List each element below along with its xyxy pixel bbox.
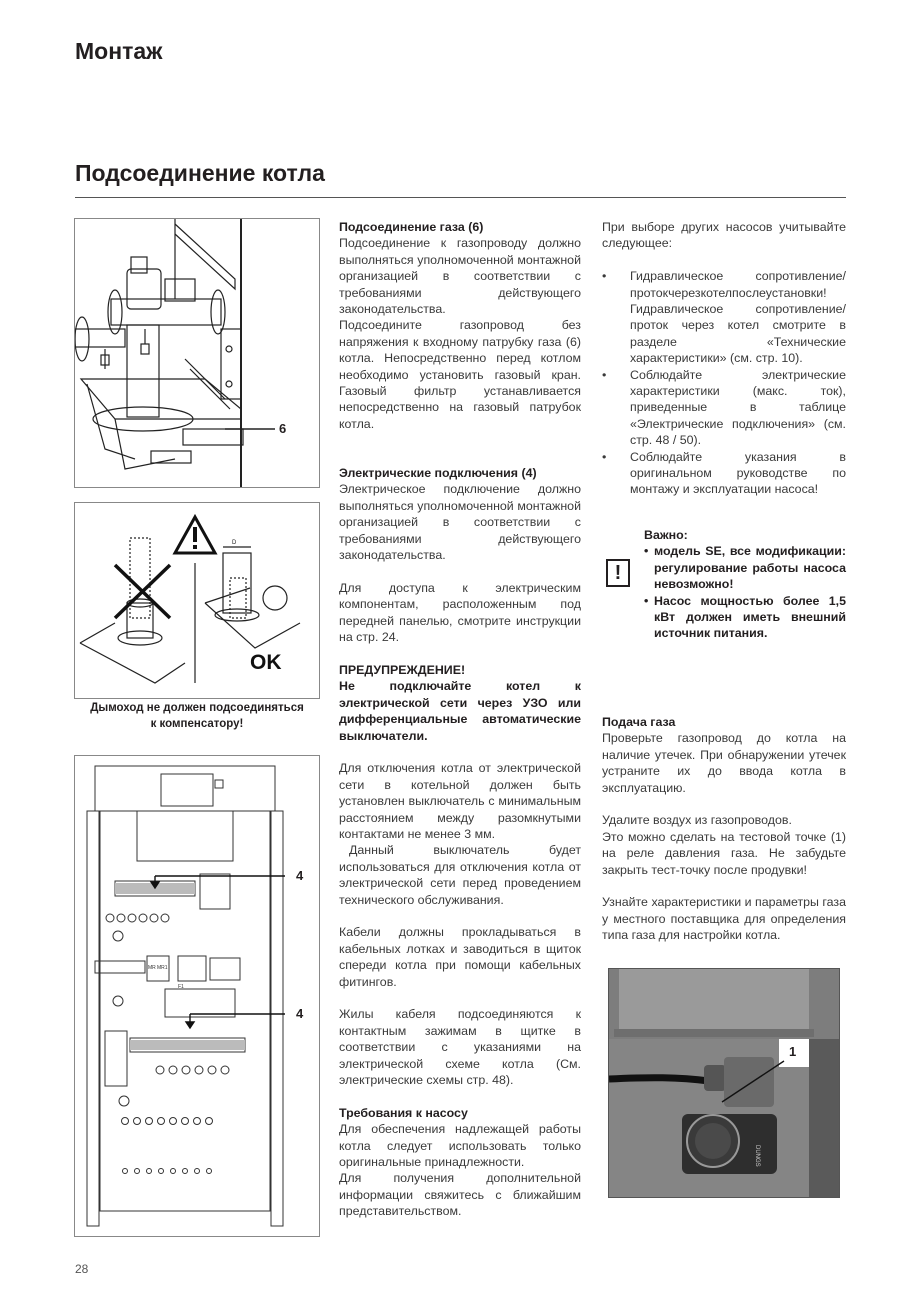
- svg-text:D: D: [232, 540, 237, 546]
- figure-chimney: [74, 502, 320, 699]
- list-item: • Соблюдайте электрические характеристики (макс. ток), приведенные в таблице «Электрические подключения» (см. стр. 48 / 50).: [602, 367, 846, 449]
- heading-pump-requirements: Требования к насосу: [339, 1105, 468, 1120]
- gas-pipe-drawing-icon: [75, 219, 320, 488]
- warning-text: Не подключайте котел к электрической сети через УЗО или дифференциальные автоматические выключатели.: [339, 679, 581, 743]
- heading-warning: ПРЕДУПРЕЖДЕНИЕ!: [339, 662, 466, 677]
- heading-gas-supply: Подача газа: [602, 715, 676, 729]
- figure-control-panel: [74, 755, 320, 1237]
- svg-text:MR: MR: [148, 965, 156, 971]
- callout-1: 1: [789, 1044, 797, 1059]
- ok-label: OK: [250, 651, 282, 674]
- section-divider: [75, 197, 846, 198]
- page-number: 28: [75, 1262, 89, 1276]
- important-title: Важно:: [644, 528, 688, 542]
- exclamation-box-icon: !: [606, 559, 630, 587]
- list-item: • модель SE, все модификации: регулирование работы насоса невозможно!: [644, 543, 846, 592]
- svg-text:F1: F1: [178, 984, 184, 990]
- callout-6: 6: [279, 421, 287, 436]
- gas-supply-section: Подача газа Проверьте газопровод до котла на наличие утечек. При обнаружении утечек устраните их до ввода котла в эксплуатацию. Удалите воздух из газопроводов. Это можно сделать на тестовой точке (1) на реле давления газа. Не забудьте закрыть тест-точку после продувки! Узнайте характеристики и параметры газа у местного поставщика для определения типа газа для настройки котла.: [602, 715, 846, 943]
- figure-caption: Дымоход не должен подсоединяться к компенсатору!: [90, 702, 304, 730]
- callout-4-top: 4: [296, 868, 304, 883]
- brand-label: DUNGS: [754, 1145, 760, 1167]
- column-right: При выборе других насосов учитывайте следующее: • Гидравлическое сопротивление/ протокчерезкотелпослеустановки! Гидравлическое сопротивление/ проток через котел смотрите в разделе «Технические характеристики» (см. стр. 10). • Соблюдайте электрические характеристики (макс. ток), приведенные в таблице «Электрические подключения» (см. стр. 48 / 50). • Соблюдайте указания в оригинальном руководстве по монтажу и эксплуатации насоса!: [602, 219, 846, 498]
- column-middle: Подсоединение газа (6) Подсоединение к газопроводу должно выполняться уполномоченной монтажной организацией в соответствии с требованиями действующего законодательства. Подсоедините газопровод без напряжения к входному патрубку газа (6) котла. Непосредственно перед котлом необходимо установить газовый кран. Газовый фильтр устанавливается непосредственно на газовый патрубок котла. Электрические подключения (4) Электрическое подключение должно выполняться уполномоченной монтажной организацией в соответствии с требованиями действующего законодательства. Для доступа к электрическим компонентам, расположенным под передней панелью, смотрите инструкции на стр. 24. ПРЕДУПРЕЖДЕНИЕ! Не подключайте котел к электрической сети через УЗО или дифференциальные автоматические выключатели. Для отключения котла от электрической сети в котельной должен быть установлен выключатель с минимальным расстоянием между разомкнутыми контактами не менее 3 мм. Данный выключатель будет использоваться для отключения котла от электрической сети перед проведением технического обслуживания. Кабели должны прокладываться в кабельных лотках и заводиться в щиток спереди котла при помощи кабельных фитингов. Жилы кабеля подсоединяются к контактным зажимам в щитке в соответствии с указаниями на электрической схеме котла (См. электрические схемы стр. 48). Требования к насосу Для обеспечения надлежащей работы котла следует использовать только оригинальные принадлежности. Для получения дополнительной информации свяжитесь с ближайшим представительством.: [339, 220, 581, 1219]
- heading-electrical: Электрические подключения (4): [339, 466, 537, 481]
- list-item: • Насос мощностью более 1,5 кВт должен иметь внешний источник питания.: [644, 593, 846, 642]
- section-title: Подсоединение котла: [75, 160, 325, 186]
- warning-triangle-icon: [175, 517, 215, 553]
- heading-gas-connection: Подсоединение газа (6): [339, 220, 484, 234]
- pump-bullet-list: [602, 268, 846, 498]
- figure-gas-inlet: [74, 218, 320, 488]
- chapter-title: Монтаж: [75, 38, 163, 64]
- list-item: • Гидравлическое сопротивление/ протокчерезкотелпослеустановки! Гидравлическое сопротивление/ проток через котел смотрите в разделе «Технические характеристики» (см. стр. 10).: [602, 268, 846, 366]
- list-item: • Соблюдайте указания в оригинальном руководстве по монтажу и эксплуатации насоса!: [602, 449, 846, 498]
- photo-gas-pressure-switch: [608, 968, 840, 1198]
- svg-text:MR1: MR1: [157, 965, 168, 971]
- callout-4-bottom: 4: [296, 1006, 304, 1021]
